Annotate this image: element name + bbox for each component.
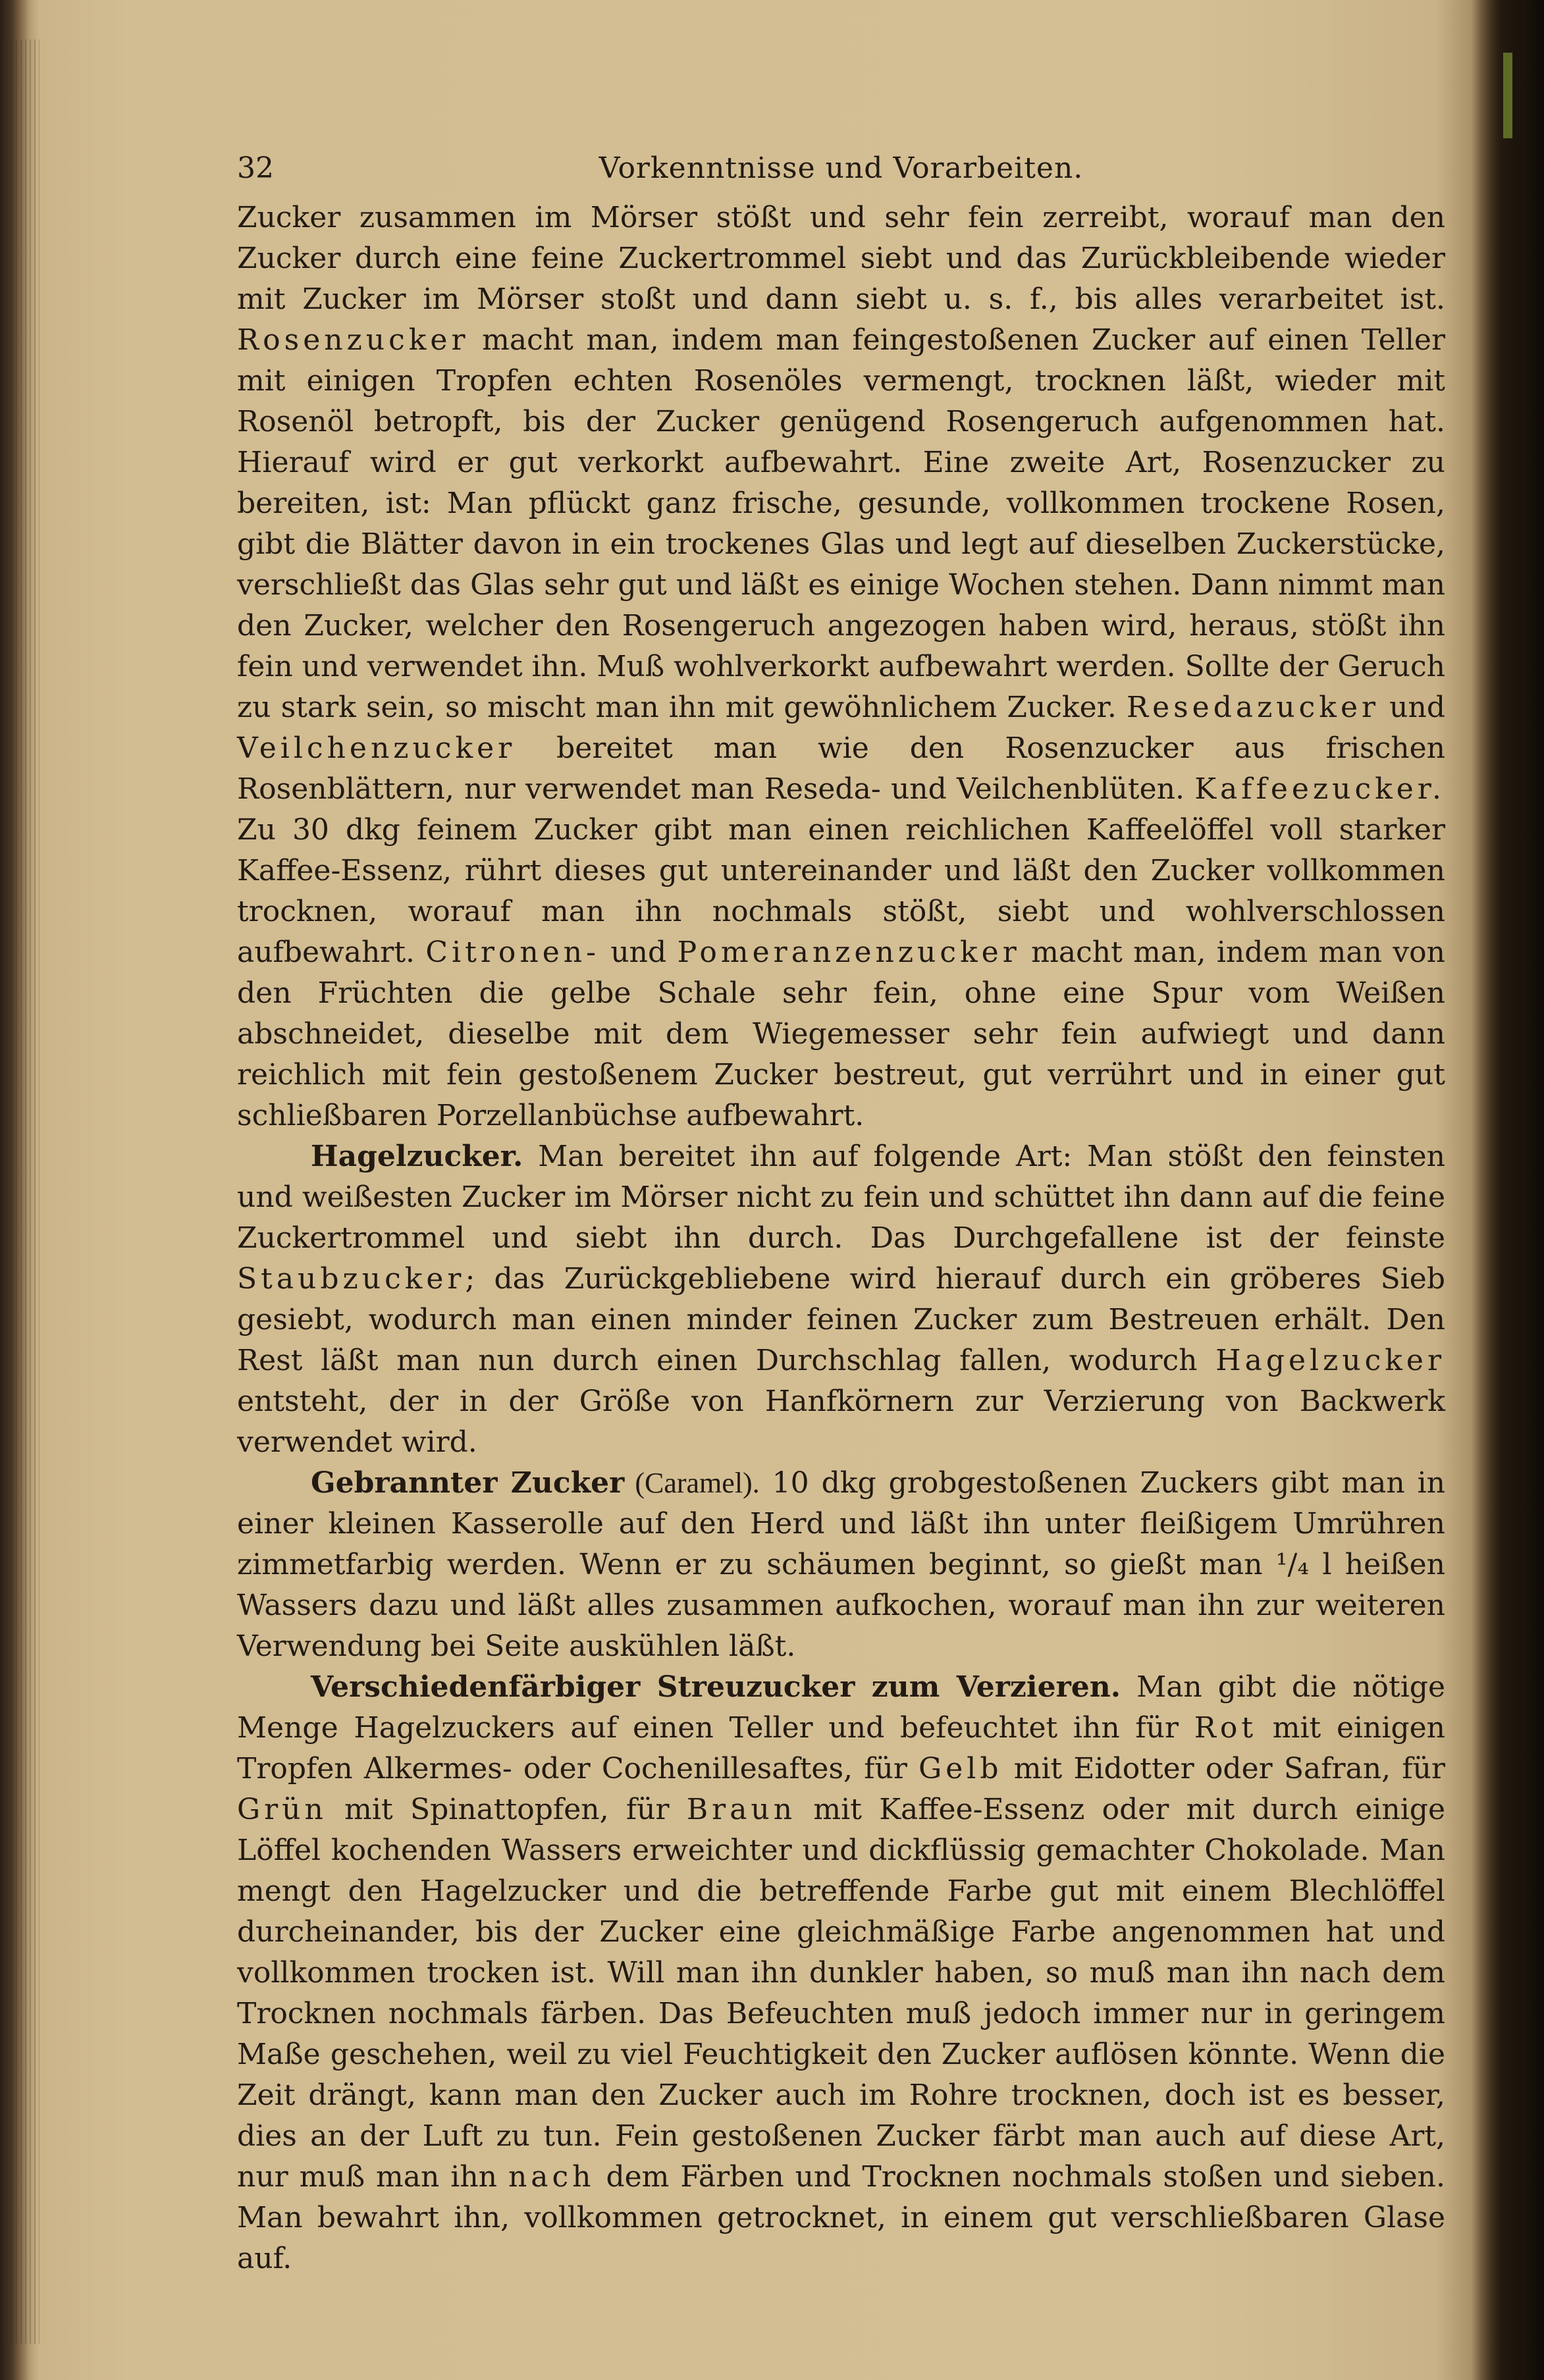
text-run: macht man, indem man von den Früchten die gelbe Schale sehr fein, ohne eine Spur vom Weißen abschneidet, dieselbe mit dem Wiegemesser sehr fein aufwiegt und dann reichlich mit fein gestoßenem Zucker bestreut, gut verrührt und in einer gut schließbaren Porzellanbüchse aufbewahrt. (237, 936, 1445, 1132)
paragraph (237, 1667, 1445, 2279)
text-run: 10 dkg grobgestoßenen Zuckers gibt man in einer kleinen Kasserolle auf den Herd und läßt ihn unter fleißigem Umrühren zimmetfarbig werden. Wenn er zu schäumen beginnt, so gießt man ¹/₄ l heißen Wassers dazu und läßt alles zusammen aufkochen, worauf man ihn zur weiteren Verwendung bei Seite auskühlen läßt. (237, 1466, 1446, 1663)
paragraph (237, 1463, 1445, 1667)
text-run: entsteht, der in der Größe von Hanfkörnern zur Verzierung von Backwerk verwendet wird. (237, 1385, 1445, 1459)
spaced-term: Hagelzucker (1215, 1344, 1445, 1377)
spaced-term: nach (508, 2160, 595, 2194)
section-heading: Hagelzucker. (311, 1140, 523, 1173)
text-run: mit Kaffee-Essenz oder mit durch einige Löffel kochenden Wassers erweichter und dickflüssig gemachter Chokolade. Man mengt den Hagelzucker und die betreffende Farbe gut mit einem Blechlöffel durcheinander, bis der Zucker eine gleichmäßige Farbe angenommen hat und vollkommen trocken ist. Will man ihn dunkler haben, so muß man ihn nach dem Trocknen nochmals färben. Das Befeuchten muß jedoch immer nur in geringem Maße geschehen, weil zu viel Feuchtigkeit den Zucker auflösen könnte. Wenn die Zeit drängt, kann man den Zucker auch im Rohre trocknen, doch ist es besser, dies an der Luft zu tun. Fein gestoßenen Zucker färbt man auch auf diese Art, nur muß man ihn (237, 1793, 1445, 2194)
page-header (237, 151, 1445, 198)
text-run: bereitet man wie den Rosenzucker aus frischen Rosenblättern, nur verwendet man Reseda- und Veilchenblüten. (237, 731, 1445, 806)
spaced-term: Veilchenzucker (237, 731, 516, 765)
page-edge-stack (7, 40, 40, 2344)
text-run: Zucker zusammen im Mörser stößt und sehr fein zerreibt, worauf man den Zucker durch eine feine Zuckertrommel siebt und das Zurückbleibende wieder mit Zucker im Mörser stoßt und dann siebt u. s. f., bis alles verarbeitet ist. (237, 201, 1445, 316)
spaced-term: Grün (237, 1793, 327, 1826)
text-run: Man bereitet ihn auf folgende Art: Man stößt den feinsten und weißesten Zucker im Mörser nicht zu fein und schüttet ihn dann auf die feine Zuckertrommel und siebt ihn durch. Das Durchgefallene ist der feinste (237, 1140, 1445, 1255)
text-run: Man gibt die nötige Menge Hagelzuckers auf einen Teller und befeuchtet ihn für (237, 1670, 1446, 1745)
text-run: Zu 30 dkg feinem Zucker gibt man einen reichlichen Kaffeelöffel voll starker Kaffee-Essenz, rührt dieses gut untereinander und läßt den Zucker vollkommen trocknen, worauf man ihn nochmals stößt, siebt und wohlverschlossen aufbewahrt. (237, 813, 1445, 969)
paragraph (237, 1136, 1445, 1463)
spaced-term: Citronen- (425, 936, 600, 969)
section-heading: Gebrannter Zucker (311, 1466, 625, 1500)
spaced-term: Rot (1194, 1711, 1258, 1745)
spaced-term: Staubzucker (237, 1262, 466, 1296)
text-run: mit einigen Tropfen Alkermes- oder Cochenillesaftes, für (237, 1711, 1446, 1785)
text-run: dem Färben und Trocknen nochmals stoßen und sieben. Man bewahrt ihn, vollkommen getrocknet, in einem gut verschließbaren Glase auf. (237, 2160, 1445, 2275)
text-run: mit Spinattopfen, für (327, 1793, 687, 1826)
spaced-term: Kaffeezucker. (1194, 772, 1445, 806)
bookmark-ribbon (1503, 53, 1512, 138)
text-run: ; das Zurückgebliebene wird hierauf durch ein gröberes Sieb gesiebt, wodurch man einen minder feinen Zucker zum Bestreuen erhält. Den Rest läßt man nun durch einen Durchschlag fallen, wodurch (237, 1262, 1445, 1377)
text-run: und (599, 936, 678, 969)
spaced-term: Braun (686, 1793, 797, 1826)
page-number: 32 (237, 151, 274, 185)
section-heading: Verschiedenfärbiger Streuzucker zum Verzieren. (311, 1670, 1121, 1704)
spaced-term: Resedazucker (1126, 691, 1380, 724)
text-run: macht man, indem man feingestoßenen Zucker auf einen Teller mit einigen Tropfen echten Rosenöles vermengt, trocknen läßt, wieder mit Rosenöl betropft, bis der Zucker genügend Rosengeruch aufgenommen hat. Hierauf wird er gut verkorkt aufbewahrt. Eine zweite Art, Rosenzucker zu bereiten, ist: Man pflückt ganz frische, gesunde, vollkommen trockene Rosen, gibt die Blätter davon in ein trockenes Glas und legt auf dieselben Zuckerstücke, verschließt das Glas sehr gut und läßt es einige Wochen stehen. Dann nimmt man den Zucker, welcher den Rosengeruch angezogen haben wird, heraus, stößt ihn fein und verwendet ihn. Muß wohlverkorkt aufbewahrt werden. Sollte der Geruch zu stark sein, so mischt man ihn mit gewöhnlichem Zucker. (237, 323, 1445, 724)
text-run: (Caramel). (624, 1467, 760, 1499)
spaced-term: Pomeranzenzucker (677, 936, 1021, 969)
spaced-term: Gelb (918, 1752, 1003, 1785)
spaced-term: Rosenzucker (237, 323, 469, 357)
text-run: und (1379, 691, 1445, 724)
book-spine-shadow (1472, 0, 1544, 2380)
text-run: mit Eidotter oder Safran, für (1002, 1752, 1445, 1785)
page-content (237, 151, 1445, 2279)
running-title: Vorkenntnisse und Vorarbeiten. (599, 151, 1084, 185)
body-text (237, 198, 1445, 2279)
paragraph (237, 198, 1445, 1136)
